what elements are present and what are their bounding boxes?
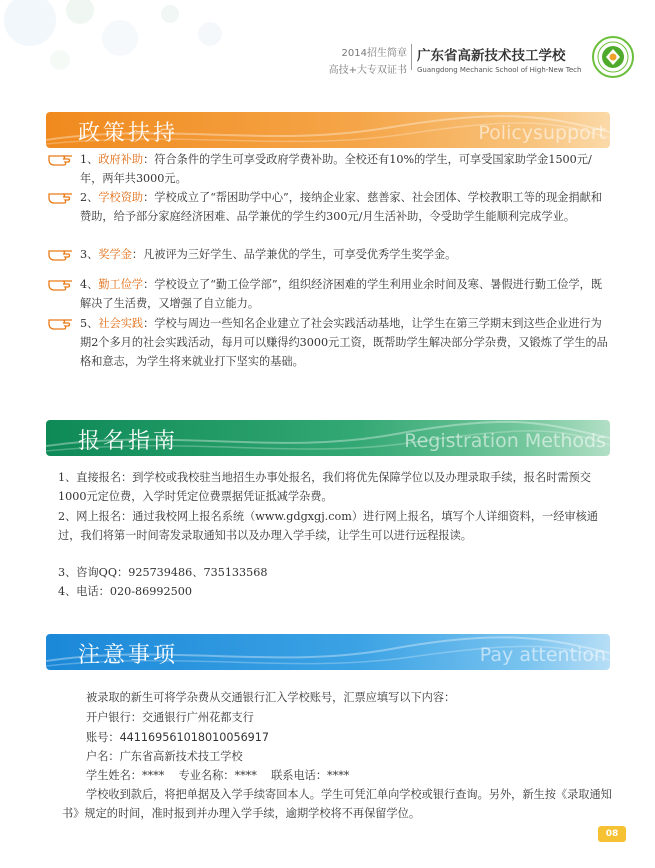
school-name-block xyxy=(417,44,581,74)
registration-item: 3、咨询QQ：925739486、735133568 xyxy=(58,566,268,579)
pointing-hand-icon xyxy=(48,151,74,167)
item-text: ：学校设立了“勤工俭学部”，组织经济困难的学生利用业余时间及寒、暑假进行勤工俭学，既解决了生活费，又增强了自立能力。 xyxy=(80,278,603,310)
section-banner-policy xyxy=(46,112,610,148)
notice-fields: 学生姓名：**** 专业名称：**** 联系电话：**** xyxy=(86,769,350,782)
notice-closing: 学校收到款后，将把单据及入学手续寄回本人。学生可凭汇单向学校或银行查询。另外，新生按《录取通知书》规定的时间，准时报到并办理入学手续，逾期学校将不再保留学位。 xyxy=(62,788,612,820)
school-emblem-icon xyxy=(592,36,634,78)
policy-item xyxy=(48,314,608,371)
notice-intro: 被录取的新生可将学杂费从交通银行汇入学校账号，汇票应填写以下内容： xyxy=(86,691,456,704)
policy-item xyxy=(48,275,608,313)
section-title-policy-en: Policysupport xyxy=(478,122,606,144)
brochure-subtitle: 高技+大专双证书 xyxy=(328,65,407,76)
policy-item xyxy=(48,150,608,188)
brochure-header-tagline xyxy=(329,44,407,76)
item-keyword: 政府补助 xyxy=(98,153,144,166)
policy-item xyxy=(48,245,608,264)
notice-account: 账号：441169561018010056917 xyxy=(86,731,270,744)
item-number: 3、 xyxy=(80,248,99,261)
header-divider xyxy=(411,44,412,70)
section-title-registration-en: Registration Methods xyxy=(404,430,606,452)
item-number: 2、 xyxy=(80,191,99,204)
item-text: ：凡被评为三好学生、品学兼优的学生，可享受优秀学生奖学金。 xyxy=(131,248,457,261)
item-number: 1、 xyxy=(80,153,99,166)
notice-bank: 开户银行：交通银行广州花都支行 xyxy=(86,711,254,724)
pointing-hand-icon xyxy=(48,276,74,292)
section-title-registration: 报名指南 xyxy=(78,429,179,454)
item-keyword: 社会实践 xyxy=(98,317,144,330)
pointing-hand-icon xyxy=(48,246,74,262)
pointing-hand-icon xyxy=(48,315,74,331)
item-text: ：符合条件的学生可享受政府学费补助。全校还有10%的学生，可享受国家助学金1500元/年，两年共3000元。 xyxy=(80,153,592,185)
item-number: 5、 xyxy=(80,317,99,330)
registration-item: 4、电话：020-86992500 xyxy=(58,585,192,598)
school-name-en: Guangdong Mechanic School of High-New Tech xyxy=(417,66,582,74)
policy-item xyxy=(48,188,608,226)
registration-item: 2、网上报名：通过我校网上报名系统（www.gdgxgj.com）进行网上报名，填写个人详细资料，一经审核通过，我们将第一时间寄发录取通知书以及办理入学手续，让学生可以进行远程报读。 xyxy=(58,510,598,542)
notice-holder: 户名：广东省高新技术技工学校 xyxy=(86,750,243,763)
item-keyword: 勤工俭学 xyxy=(98,278,144,291)
school-name-cn: 广东省高新技术技工学校 xyxy=(417,48,566,64)
brochure-year: 2014招生简章 xyxy=(341,48,407,59)
section-banner-notice xyxy=(46,634,610,670)
item-keyword: 奖学金 xyxy=(98,248,132,261)
item-text: ：学校成立了“帮困助学中心”，接纳企业家、慈善家、社会团体、学校教职工等的现金捐献和赞助，给予部分家庭经济困难、品学兼优的学生约300元/月生活补助，令受助学生能顺利完成学业。 xyxy=(80,191,603,223)
section-title-notice-en: Pay attention xyxy=(479,644,606,666)
decorative-bubbles xyxy=(0,0,260,90)
page-number-badge: 08 xyxy=(598,826,626,842)
section-title-notice: 注意事项 xyxy=(78,643,179,668)
item-keyword: 学校资助 xyxy=(98,191,144,204)
section-banner-registration xyxy=(46,420,610,456)
item-text: ：学校与周边一些知名企业建立了社会实践活动基地，让学生在第三学期末到这些企业进行为期2个多月的社会实践活动，每月可以赚得约3000元工资，既帮助学生解决部分学杂费，又锻炼了学生的品格和意志，为学生将来就业打下坚实的基础。 xyxy=(80,317,608,368)
pointing-hand-icon xyxy=(48,189,74,205)
registration-item: 1、直接报名：到学校或我校驻当地招生办事处报名，我们将优先保障学位以及办理录取手续，报名时需预交1000元定位费，入学时凭定位费票据凭证抵减学杂费。 xyxy=(58,471,591,503)
item-number: 4、 xyxy=(80,278,99,291)
section-title-policy: 政策扶持 xyxy=(78,121,179,146)
